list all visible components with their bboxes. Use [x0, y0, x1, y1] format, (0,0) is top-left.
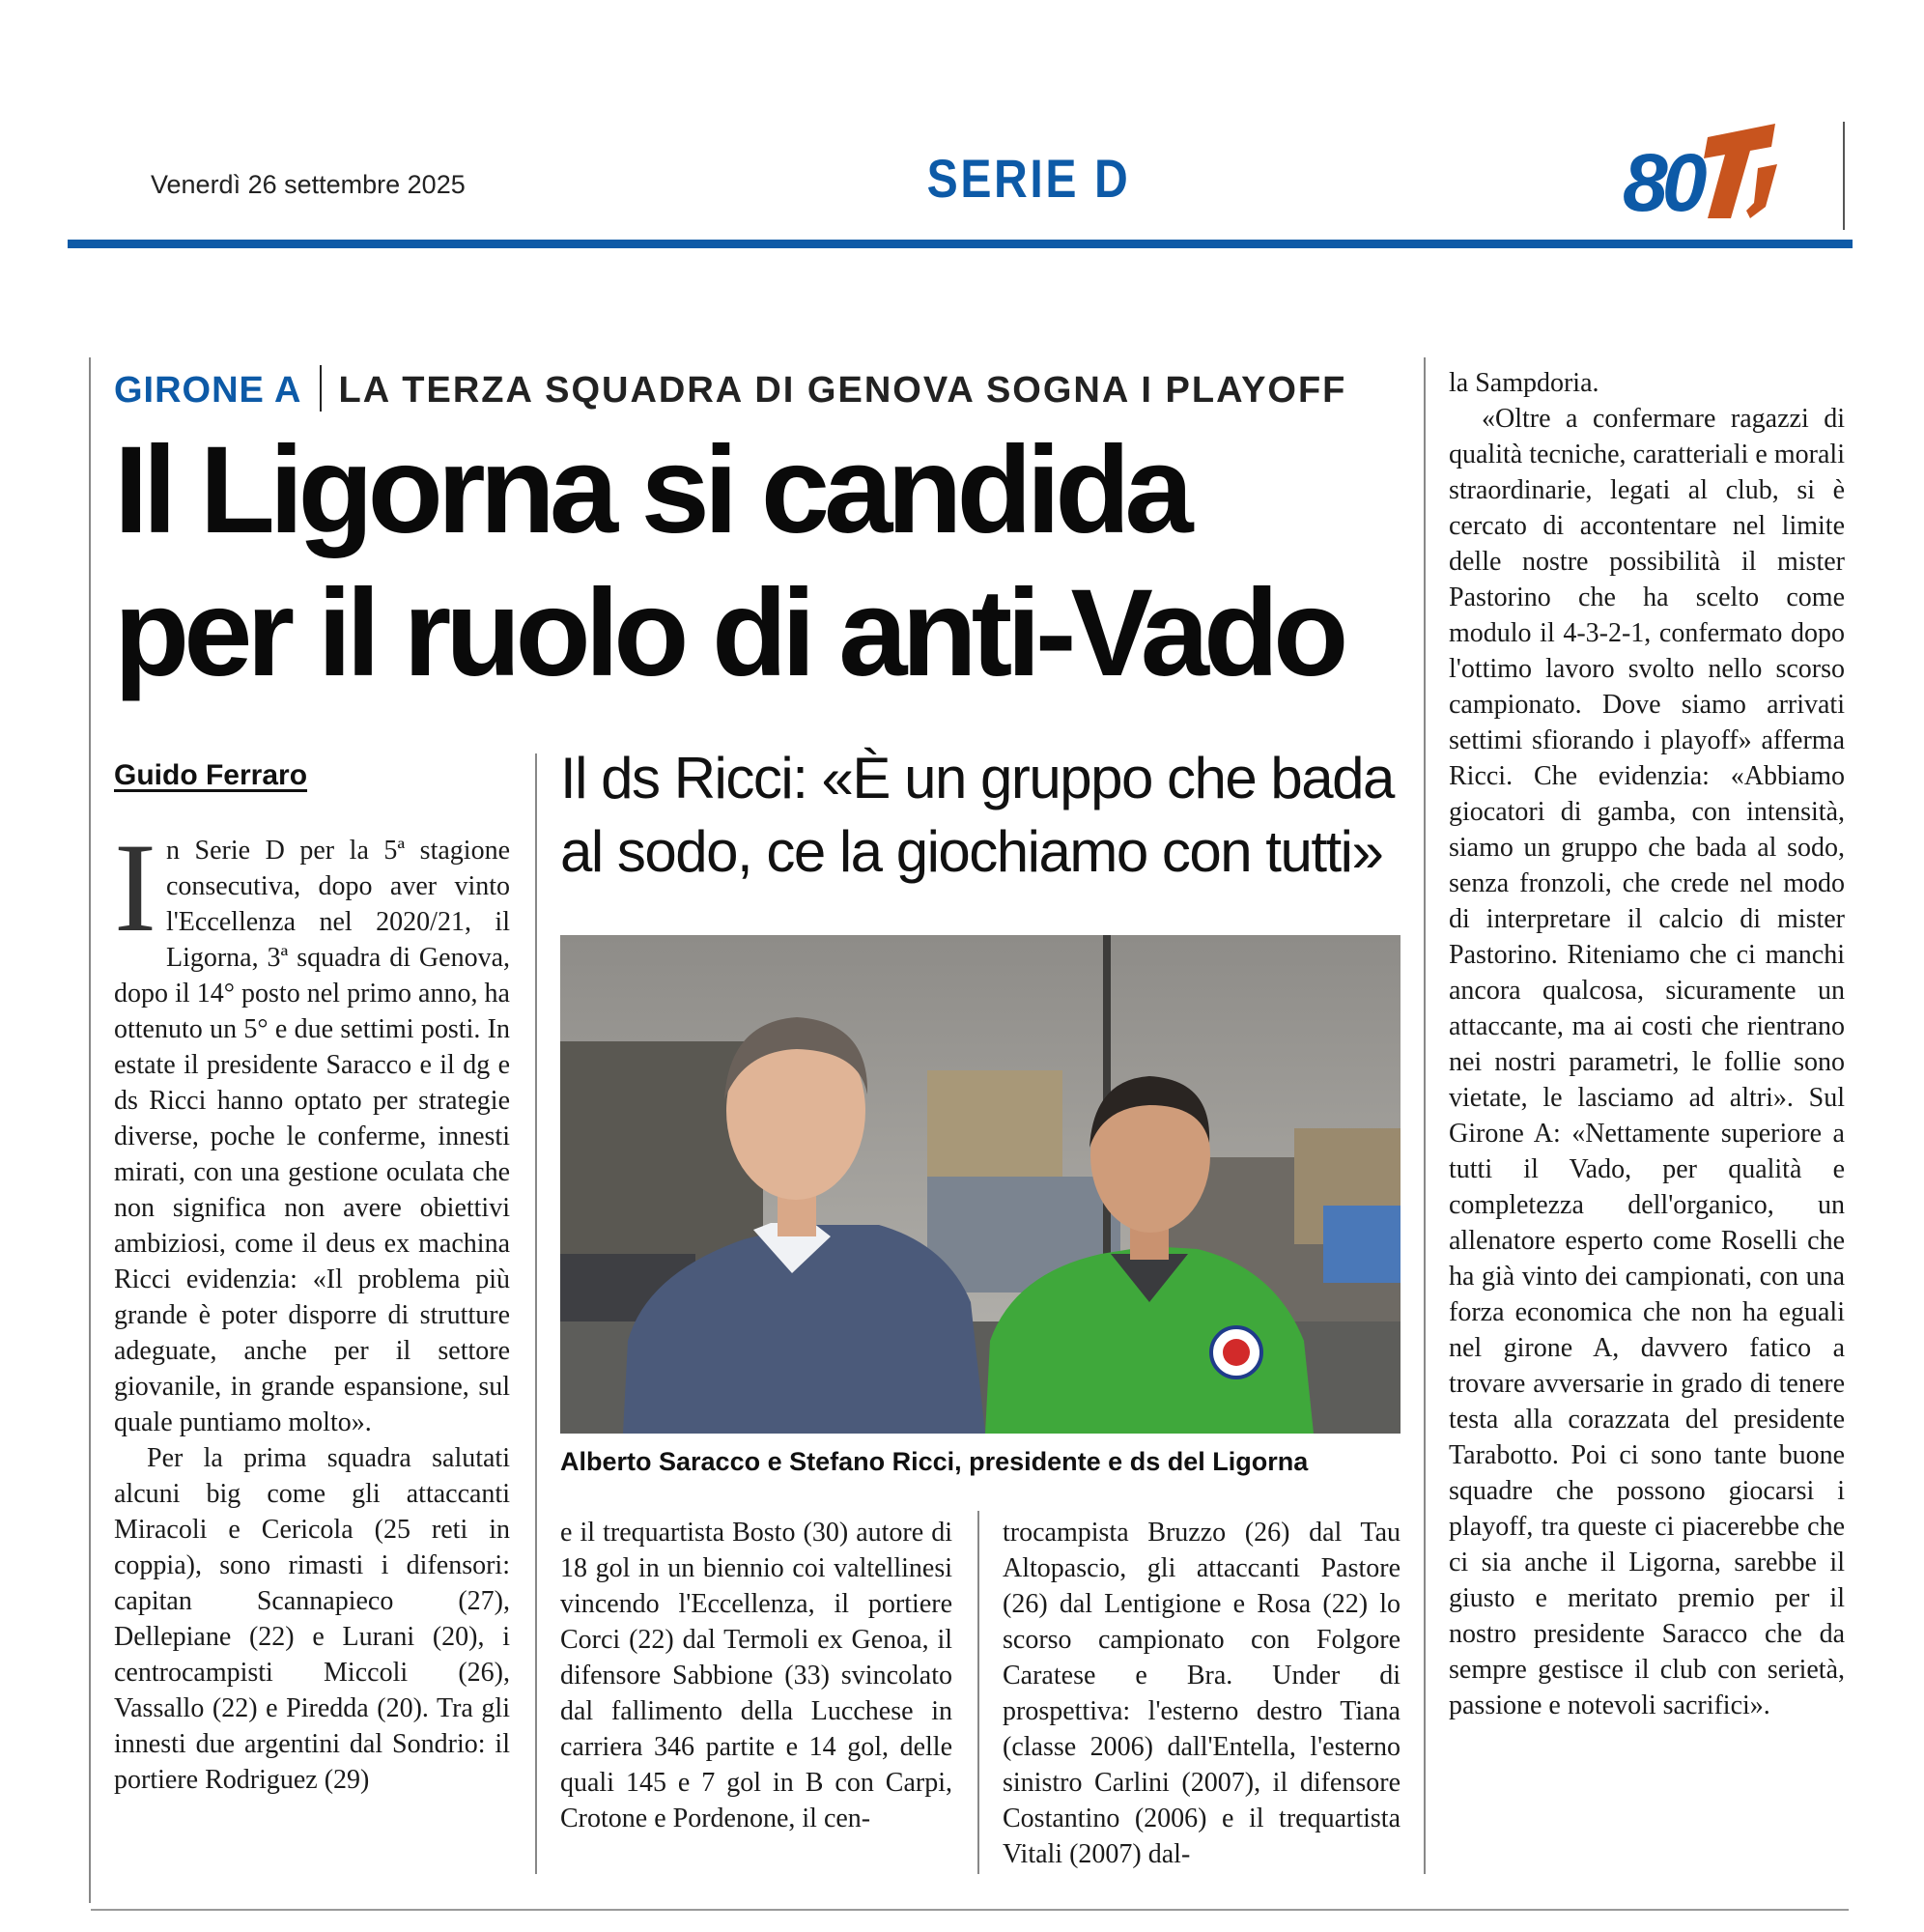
left-column-rule: [89, 357, 91, 1903]
header-rule: [68, 240, 1853, 248]
column-rule-2: [977, 1511, 979, 1874]
bottom-rule: [91, 1909, 1849, 1911]
kicker-tag: GIRONE A: [114, 370, 302, 411]
header-divider: [1843, 122, 1845, 230]
headline-line-2: per il ruolo di anti-Vado: [114, 564, 1344, 702]
body-column-3: [1003, 1515, 1401, 1872]
subheadline: [560, 742, 1410, 889]
column-rule-1: [535, 753, 537, 1874]
kicker: [114, 365, 1346, 412]
section-title: SERIE D: [926, 148, 1131, 209]
photo-caption: Alberto Saracco e Stefano Ricci, presidente e ds del Ligorna: [560, 1447, 1309, 1476]
body-column-4: [1449, 365, 1845, 1723]
body-column-1: [114, 816, 510, 1798]
svg-text:80: 80: [1623, 137, 1702, 224]
newspaper-logo: [1623, 118, 1792, 224]
subheadline-line-2: al sodo, ce la giochiamo con tutti»: [560, 819, 1383, 884]
kicker-text: LA TERZA SQUADRA DI GENOVA SOGNA I PLAYOFF: [338, 370, 1347, 411]
paragraph: Per la prima squadra salutati alcuni big come gli attaccanti Miracoli e Cericola (25 reti in coppia), sono rimasti i difensori: capitan Scannapieco (27), Dellepiane (22) e Lurani (20), i centrocampisti Miccoli (26), Vassallo (22) e Piredda (20). Tra gli innesti due argentini dal Sondrio: il portiere Rodriguez (29): [114, 1443, 510, 1795]
headline: [114, 419, 1408, 705]
paragraph: «Oltre a confermare ragazzi di qualità tecniche, caratteriali e morali straordinarie, legati al club, si è cercato di accontentare nel limite delle nostre possibilità il mister Pastorino che ha scelto come modulo il 4-3-2-1, confermato dopo l'ottimo lavoro svolto nello scorso campionato. Dove siamo arrivati settimi sfiorando i playoff» afferma Ricci. Che evidenzia: «Abbiamo giocatori di gamba, con intensità, siamo un gruppo che bada al sodo, senza fronzoli, che crede nel modo di interpretare il calcio di mister Pastorino. Riteniamo che ci manchi ancora qualcosa, sicuramente un attaccante, ma ai costi che rientrano nei nostri parametri, le follie sono vietate, le lasciamo ad altri». Sul Girone A: «Nettamente superiore a tutti il Vado, per qualità e completezza dell'organico, un allenatore esperto come Roselli che ha già vinto dei campionati, con una forza economica che non ha eguali nel girone A, davvero fatico a trovare avversarie in grado di tenere testa alla corazzata del presidente Tarabotto. Poi ci sono tante buone squadre che possono giocarsi i playoff, tra queste ci piacerebbe che ci sia anche il Ligorna, sarebbe il giusto e meritato premio per il nostro presidente Saracco che da sempre gestisce il club con serietà, passione e notevoli sacrifici».: [1449, 404, 1845, 1720]
kicker-separator: [320, 365, 322, 412]
paragraph: trocampista Bruzzo (26) dal Tau Altopascio, gli attaccanti Pastore (26) dal Lentigione e Rosa (22) lo scorso campionato con Folgore Caratese e Bra. Under di prospettiva: l'esterno destro Tiana (classe 2006) dall'Entella, l'esterno sinistro Carlini (2007), il difensore Costantino (2006) e il trequartista Vitali (2007) dal-: [1003, 1518, 1401, 1869]
column-rule-3: [1424, 357, 1426, 1874]
paragraph: n Serie D per la 5ª stagione consecutiva, dopo aver vinto l'Eccellenza nel 2020/21, il Ligorna, 3ª squadra di Genova, dopo il 14° posto nel primo anno, ha ottenuto un 5° e due settimi posti. In estate il presidente Saracco e il dg e ds Ricci hanno optato per strategie diverse, poche le conferme, innesti mirati, con una gestione oculata che non significa non avere obiettivi ambiziosi, come il deus ex machina Ricci evidenzia: «Il problema più grande è poter disporre di strutture adeguate, anche per il settore giovanile, in grande espansione, sul quale puntiamo molto».: [114, 836, 510, 1437]
subheadline-line-1: Il ds Ricci: «È un gruppo che bada: [560, 746, 1394, 810]
body-column-2: [560, 1515, 952, 1836]
paragraph: e il trequartista Bosto (30) autore di 18 gol in un biennio coi valtellinesi vincendo l'Eccellenza, il portiere Corci (22) dal Termoli ex Genoa, il difensore Sabbione (33) svincolato dal fallimento della Lucchese in carriera 346 partite e 14 gol, delle quali 145 e 7 gol in B con Carpi, Crotone e Pordenone, il cen-: [560, 1518, 952, 1833]
article-photo: [560, 935, 1401, 1434]
paragraph: la Sampdoria.: [1449, 368, 1599, 398]
headline-line-1: Il Ligorna si candida: [114, 421, 1188, 559]
issue-date: Venerdì 26 settembre 2025: [151, 170, 466, 199]
drop-cap: I: [114, 816, 156, 958]
byline: Guido Ferraro: [114, 759, 308, 791]
